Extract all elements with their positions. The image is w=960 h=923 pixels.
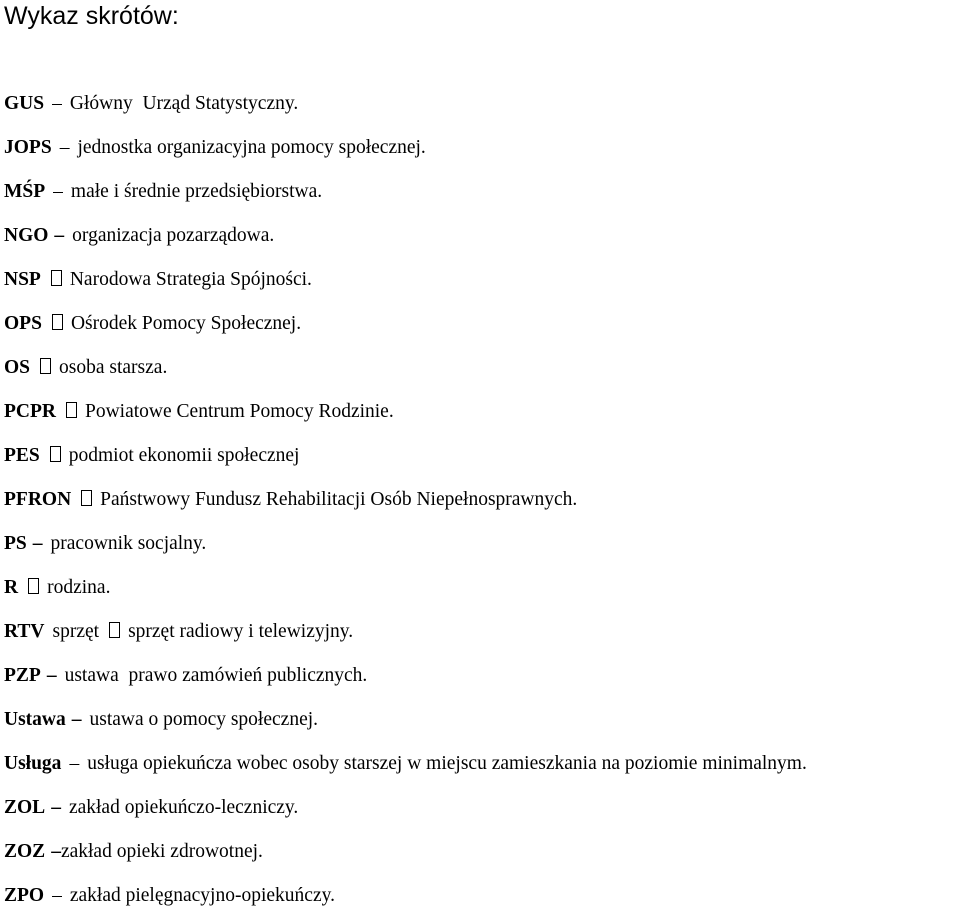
abbreviation-entry xyxy=(4,532,206,556)
abbreviation-term: JOPS xyxy=(4,137,52,158)
abbreviation-term: OS xyxy=(4,357,31,378)
abbreviation-term: PES xyxy=(4,445,40,466)
abbreviation-definition: Powiatowe Centrum Pomocy Rodzinie. xyxy=(85,401,394,422)
abbreviation-entry xyxy=(4,224,274,248)
abbreviation-term: ZOZ xyxy=(4,841,46,862)
separator-dash: – xyxy=(46,665,57,686)
abbreviation-definition: usługa opiekuńcza wobec osoby starszej w miejscu zamieszkania na poziomie minimalnym. xyxy=(87,753,807,774)
abbreviation-entry xyxy=(4,444,299,468)
missing-glyph-box-icon xyxy=(52,314,63,330)
separator-dash: – xyxy=(71,709,82,730)
abbreviation-definition: ustawa prawo zamówień publicznych. xyxy=(64,665,368,686)
abbreviation-term: PZP xyxy=(4,665,41,686)
abbreviation-entry xyxy=(4,752,807,776)
abbreviation-term: Ustawa xyxy=(4,709,66,730)
separator-dash: – xyxy=(69,753,80,774)
abbreviation-entry xyxy=(4,708,318,732)
abbreviation-entry xyxy=(4,488,577,512)
missing-glyph-box-icon xyxy=(40,358,51,374)
abbreviation-definition: rodzina. xyxy=(47,577,111,598)
abbreviation-entry xyxy=(4,92,298,116)
abbreviation-definition: małe i średnie przedsiębiorstwa. xyxy=(70,181,323,202)
abbreviation-entry xyxy=(4,400,394,424)
page-title: Wykaz skrótów: xyxy=(4,2,179,30)
abbreviation-term: PS xyxy=(4,533,27,554)
abbreviation-definition: Państwowy Fundusz Rehabilitacji Osób Niepełnosprawnych. xyxy=(100,489,578,510)
abbreviation-definition: pracownik socjalny. xyxy=(50,533,207,554)
abbreviation-entry xyxy=(4,356,167,380)
missing-glyph-box-icon xyxy=(81,490,92,506)
separator-dash: – xyxy=(32,533,43,554)
missing-glyph-box-icon xyxy=(66,402,77,418)
abbreviation-term: ZOL xyxy=(4,797,46,818)
abbreviation-definition: podmiot ekonomii społecznej xyxy=(68,445,300,466)
missing-glyph-box-icon xyxy=(50,446,61,462)
abbreviation-entry xyxy=(4,664,367,688)
abbreviation-term: RTV xyxy=(4,621,45,642)
missing-glyph-box-icon xyxy=(28,578,39,594)
missing-glyph-box-icon xyxy=(51,270,62,286)
abbreviation-entry xyxy=(4,312,301,336)
abbreviation-term: OPS xyxy=(4,313,42,334)
abbreviation-entry xyxy=(4,840,263,864)
abbreviation-definition: sprzęt radiowy i telewizyjny. xyxy=(128,621,354,642)
abbreviation-definition: organizacja pozarządowa. xyxy=(72,225,275,246)
abbreviation-term: Usługa xyxy=(4,753,62,774)
abbreviation-entry xyxy=(4,620,353,644)
separator-dash: – xyxy=(54,225,65,246)
abbreviation-definition: ustawa o pomocy społecznej. xyxy=(89,709,319,730)
abbreviation-prefix: sprzęt xyxy=(52,621,100,642)
abbreviation-entry xyxy=(4,268,312,292)
abbreviation-term: ZPO xyxy=(4,885,45,906)
abbreviation-definition: Główny Urząd Statystyczny. xyxy=(69,93,299,114)
abbreviation-entry xyxy=(4,884,335,908)
separator-dash: – xyxy=(59,137,70,158)
abbreviation-term: GUS xyxy=(4,93,45,114)
missing-glyph-box-icon xyxy=(109,622,120,638)
separator-dash: – xyxy=(52,885,62,906)
abbreviation-term: NSP xyxy=(4,269,41,290)
abbreviation-entry xyxy=(4,796,298,820)
abbreviation-definition: Ośrodek Pomocy Społecznej. xyxy=(70,313,302,334)
separator-dash: – xyxy=(51,797,61,818)
abbreviation-definition: zakład opieki zdrowotnej. xyxy=(60,841,263,862)
separator-dash: – xyxy=(53,181,63,202)
abbreviation-definition: zakład opiekuńczo-leczniczy. xyxy=(68,797,299,818)
abbreviation-definition: jednostka organizacyjna pomocy społecznej. xyxy=(77,137,426,158)
abbreviation-definition: Narodowa Strategia Spójności. xyxy=(69,269,312,290)
abbreviation-definition: zakład pielęgnacyjno-opiekuńczy. xyxy=(69,885,335,906)
abbreviation-term: R xyxy=(4,577,19,598)
abbreviation-term: PFRON xyxy=(4,489,72,510)
abbreviation-definition: osoba starsza. xyxy=(59,357,168,378)
abbreviation-term: PCPR xyxy=(4,401,56,422)
abbreviation-entry xyxy=(4,576,110,600)
abbreviation-entry xyxy=(4,180,322,204)
separator-dash: – xyxy=(52,93,62,114)
abbreviation-term: NGO xyxy=(4,225,49,246)
abbreviation-term: MŚP xyxy=(4,181,46,202)
separator-dash: – xyxy=(51,841,61,862)
abbreviation-entry xyxy=(4,136,426,160)
